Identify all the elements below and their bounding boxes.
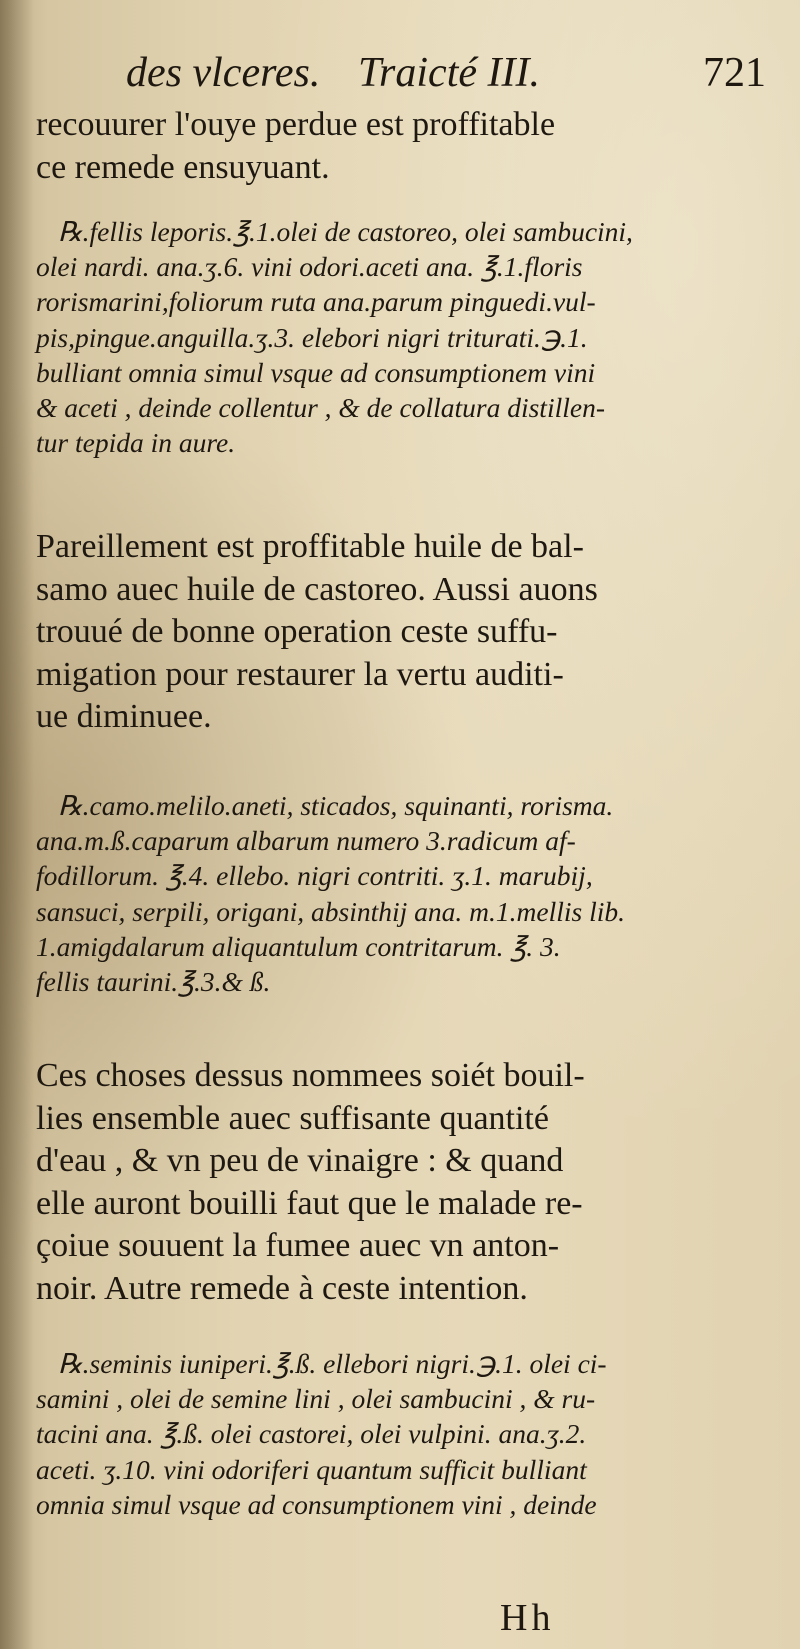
text-line: Pareillement est proffitable huile de bal- (36, 528, 584, 565)
recipe-line: pis,pingue.anguilla.ʒ.3. elebori nigri triturati.℈.1. (36, 321, 588, 353)
recipe-line: omnia simul vsque ad consumptionem vini , deinde (36, 1488, 597, 1520)
recipe-line: ℞.fellis leporis.℥.1.olei de castoreo, olei sambucini, (58, 216, 633, 247)
text-line: samo auec huile de castoreo. Aussi auons (36, 570, 598, 608)
text-line: d'eau , & vn peu de vinaigre : & quand (36, 1142, 564, 1179)
latin-recipe (36, 788, 766, 999)
recipe-line: rorismarini,foliorum ruta ana.parum pinguedi.vul- (36, 286, 596, 318)
recipe-line: tacini ana. ℥.ß. olei castorei, olei vulpini. ana.ʒ.2. (36, 1418, 587, 1450)
recipe-line: olei nardi. ana.ʒ.6. vini odori.aceti ana. ℥.1.floris (36, 251, 583, 283)
text-line: ce remede ensuyuant. (36, 148, 330, 186)
recipe-line: ℞.seminis iuniperi.℥.ß. ellebori nigri.℈.1. olei ci- (58, 1348, 607, 1379)
recipe-line: aceti. ʒ.10. vini odoriferi quantum sufficit bulliant (36, 1453, 587, 1485)
gutter-shadow (0, 0, 34, 1649)
recipe-line: bulliant omnia simul vsque ad consumptionem vini (36, 356, 596, 388)
text-line: recouurer l'ouye perdue est proffitable (36, 106, 556, 143)
recipe-line: tur tepida in aure. (36, 427, 236, 459)
recipe-line: fodillorum. ℥.4. ellebo. nigri contriti. ʒ.1. marubij, (36, 860, 593, 892)
recipe-line: 1.amigdalarum aliquantulum contritarum. ℥. 3. (36, 930, 561, 962)
text-line: trouué de bonne operation ceste suffu- (36, 613, 558, 650)
text-line: ue diminuee. (36, 698, 212, 735)
text-line: çoiue souuent la fumee auec vn anton- (36, 1227, 560, 1264)
text-line: migation pour restaurer la vertu auditi- (36, 655, 564, 693)
recipe-line: sansuci, serpili, origani, absinthij ana. m.1.mellis lib. (36, 895, 625, 927)
recipe-line: ana.m.ß.caparum albarum numero 3.radicum af- (36, 825, 576, 857)
text-line: elle auront bouilli faut que le malade re- (36, 1184, 583, 1222)
recipe-line: & aceti , deinde collentur , & de collatura distillen- (36, 392, 605, 424)
header-treatise: Traicté III. (358, 50, 540, 96)
recipe-line: samini , olei de semine lini , olei sambucini , & ru- (36, 1383, 596, 1415)
text-line: noir. Autre remede à ceste intention. (36, 1269, 528, 1307)
text-line: Ces choses dessus nommees soiét bouil- (36, 1057, 585, 1094)
text-line: lies ensemble auec suffisante quantité (36, 1099, 549, 1137)
text-paragraph (36, 104, 766, 189)
recipe-line: fellis taurini.℥.3.& ß. (36, 966, 271, 998)
latin-recipe (36, 214, 766, 460)
signature-mark: Hh (500, 1597, 555, 1639)
latin-recipe (36, 1346, 766, 1522)
header-title: des vlceres. (126, 50, 321, 96)
page-number: 721 (703, 50, 766, 96)
recipe-line: ℞.camo.melilo.aneti, sticados, squinanti, rorisma. (58, 790, 614, 821)
running-header (126, 50, 766, 96)
text-paragraph (36, 1055, 766, 1310)
text-paragraph (36, 526, 766, 739)
